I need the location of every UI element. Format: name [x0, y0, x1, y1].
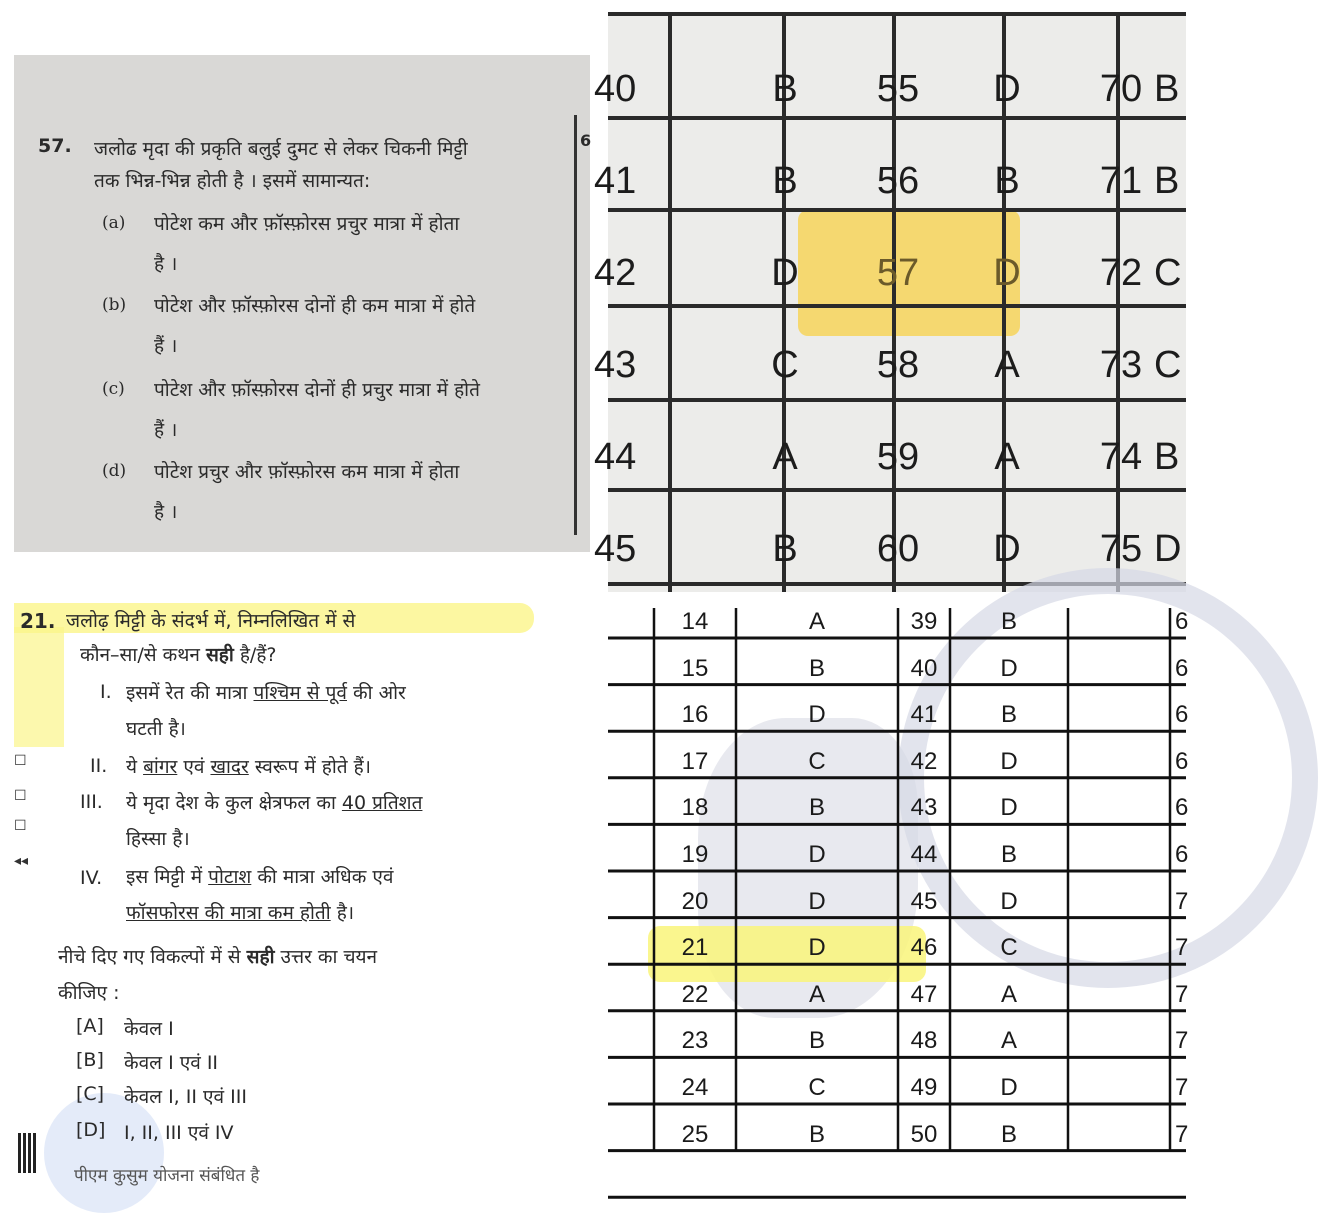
- answer-cell: C: [771, 344, 799, 386]
- question-number-cell: 20: [681, 887, 709, 915]
- option-a-label: (a): [102, 213, 126, 233]
- instruction-text-cont: कीजिए :: [58, 982, 120, 1004]
- question-number-cell: 6: [1175, 654, 1189, 682]
- answer-cell: C: [808, 1074, 826, 1101]
- question-number-cell: 58: [876, 344, 920, 386]
- option-c-label: (c): [102, 379, 125, 399]
- answer-cell: A: [994, 344, 1020, 386]
- answer-cell: D: [771, 252, 799, 294]
- answer-cell: A: [772, 436, 798, 478]
- answer-cell: D: [808, 934, 826, 962]
- answer-cell: A: [808, 980, 825, 1008]
- answer-cell: C: [1154, 252, 1182, 294]
- question-number-cell: 55: [876, 68, 920, 110]
- answer-cell: D: [993, 528, 1021, 570]
- answer-cell: D: [1000, 1074, 1018, 1101]
- question-text-line-2: तक भिन्न-भिन्न होती है । इसमें सामान्यत:: [94, 170, 371, 192]
- answer-cell: B: [994, 160, 1020, 202]
- edge-mark: 6: [580, 131, 592, 150]
- question-number-cell: 7: [1175, 1074, 1189, 1101]
- question-number: 57.: [38, 135, 72, 157]
- question-number-cell: 48: [910, 1027, 938, 1055]
- question-number-cell: 7: [1175, 980, 1189, 1008]
- question-number-cell: 17: [681, 747, 709, 775]
- question-number-cell: 41: [910, 701, 938, 729]
- question-number-cell: 40: [594, 68, 637, 110]
- question-number-cell: 45: [594, 528, 637, 570]
- question-number-cell: 22: [681, 980, 709, 1008]
- question-number-cell: 16: [681, 701, 709, 729]
- option-d-label: [D]: [76, 1119, 106, 1141]
- question-number-cell: 40: [910, 654, 938, 682]
- answer-cell: A: [1000, 980, 1017, 1008]
- question-number-cell: 7: [1175, 934, 1189, 962]
- question-number-cell: 74: [1099, 436, 1143, 478]
- answer-cell: B: [1000, 701, 1017, 729]
- question-number-cell: 71: [1099, 160, 1143, 202]
- question-text-line-1: जलोढ़ मिट्टी के संदर्भ में, निम्नलिखित में से: [66, 610, 356, 632]
- question-21-panel: [14, 603, 590, 1186]
- question-number-cell: 49: [910, 1074, 938, 1101]
- question-number-cell: 57: [876, 252, 920, 294]
- statement-3-text-cont: हिस्सा है।: [126, 828, 190, 850]
- margin-box-icon: ☐: [14, 818, 27, 834]
- option-b-label: (b): [102, 295, 127, 315]
- question-number-cell: 59: [876, 436, 920, 478]
- question-number-cell: 39: [910, 608, 938, 635]
- question-number-cell: 14: [681, 608, 709, 635]
- answer-cell: D: [993, 252, 1021, 294]
- statement-4-text: इस मिट्टी में पोटाश की मात्रा अधिक एवं: [126, 866, 394, 888]
- question-number-cell: 7: [1175, 887, 1189, 915]
- option-c-text-cont: हैं ।: [154, 419, 178, 441]
- statement-1-label: I.: [100, 681, 112, 703]
- question-number-cell: 6: [1175, 701, 1189, 729]
- option-b-text: पोटेश और फ़ॉस्फ़ोरस दोनों ही कम मात्रा में होते: [154, 295, 476, 317]
- answer-cell: B: [1154, 160, 1180, 202]
- question-number-cell: 60: [876, 528, 920, 570]
- margin-box-icon: ☐: [14, 788, 27, 804]
- answer-cell: B: [1154, 436, 1180, 478]
- answer-cell: C: [1000, 934, 1018, 962]
- question-number-cell: 46: [910, 934, 938, 962]
- question-number-cell: 18: [681, 794, 709, 822]
- answer-cell: B: [772, 160, 798, 202]
- question-57-panel: [14, 55, 590, 552]
- question-number-cell: 6: [1175, 747, 1189, 775]
- question-number-cell: 23: [681, 1027, 709, 1055]
- answer-cell: B: [1000, 1120, 1017, 1148]
- question-number-cell: 73: [1099, 344, 1143, 386]
- instruction-text: नीचे दिए गए विकल्पों में से सही उत्तर का चयन: [58, 946, 378, 968]
- question-number-cell: 43: [910, 794, 938, 822]
- question-number-cell: 24: [681, 1074, 709, 1101]
- question-number-cell: 47: [910, 980, 938, 1008]
- statement-1-text: इसमें रेत की मात्रा पश्चिम से पूर्व की ओर: [126, 682, 406, 704]
- option-a-text-cont: है ।: [154, 253, 178, 275]
- statement-4-text-cont: फॉसफोरस की मात्रा कम होती है।: [126, 902, 355, 924]
- question-number-cell: 56: [876, 160, 920, 202]
- answer-cell: B: [1000, 608, 1017, 635]
- statement-2-label: II.: [90, 755, 108, 777]
- question-number-cell: 6: [1175, 841, 1189, 868]
- option-a-label: [A]: [76, 1015, 104, 1037]
- question-number-cell: 41: [594, 160, 637, 202]
- option-a-text: पोटेश कम और फ़ॉस्फ़ोरस प्रचुर मात्रा में होता: [154, 213, 460, 235]
- answer-key-2-grid: [608, 608, 1186, 1152]
- statement-4-label: IV.: [80, 867, 103, 889]
- question-number-cell: 15: [681, 654, 709, 682]
- option-b-text: केवल I एवं II: [124, 1052, 219, 1074]
- column-divider: [574, 115, 577, 535]
- answer-cell: B: [772, 68, 798, 110]
- answer-cell: D: [808, 887, 826, 915]
- question-text-line-1: जलोढ मृदा की प्रकृति बलुई दुमट से लेकर चिकनी मिट्टी: [94, 138, 468, 160]
- question-number-cell: 44: [594, 436, 637, 478]
- question-number-cell: 50: [910, 1120, 938, 1148]
- question-number-cell: 45: [910, 887, 938, 915]
- option-d-text: I, II, III एवं IV: [124, 1122, 234, 1144]
- answer-cell: D: [1154, 528, 1182, 570]
- answer-cell: C: [808, 747, 826, 775]
- answer-cell: B: [808, 794, 825, 822]
- answer-cell: B: [808, 1027, 825, 1055]
- question-number-cell: 70: [1099, 68, 1143, 110]
- question-number-cell: 6: [1175, 794, 1189, 822]
- answer-cell: D: [1000, 887, 1018, 915]
- question-number-cell: 42: [910, 747, 938, 775]
- option-c-label: [C]: [76, 1083, 105, 1105]
- answer-cell: A: [994, 436, 1020, 478]
- qr-code-icon: [18, 1133, 38, 1173]
- margin-box-icon: ☐: [14, 753, 27, 769]
- answer-cell: C: [1154, 344, 1182, 386]
- option-c-text: केवल I, II एवं III: [124, 1086, 247, 1108]
- answer-key-table-1: [594, 14, 1186, 592]
- answer-cell: B: [808, 1120, 825, 1148]
- answer-cell: A: [1000, 1027, 1017, 1055]
- answer-cell: B: [772, 528, 798, 570]
- question-number-cell: 43: [594, 344, 637, 386]
- answer-key-table-2: [608, 608, 1189, 1152]
- option-b-text-cont: हैं ।: [154, 335, 178, 357]
- statement-2-text: ये बांगर एवं खादर स्वरूप में होते हैं।: [126, 756, 371, 778]
- answer-cell: D: [1000, 747, 1018, 775]
- question-number-cell: 7: [1175, 1027, 1189, 1055]
- question-number-cell: 6: [1175, 608, 1189, 635]
- question-number-cell: 19: [681, 841, 709, 868]
- answer-cell: A: [808, 608, 825, 635]
- statement-3-label: III.: [80, 791, 103, 813]
- question-text-line-2: कौन–सा/से कथन सही है/हैं?: [80, 644, 277, 666]
- option-b-label: [B]: [76, 1049, 104, 1071]
- answer-cell: D: [808, 701, 826, 729]
- question-number-cell: 21: [681, 934, 709, 962]
- question-number-cell: 7: [1175, 1120, 1189, 1148]
- option-d-text-cont: है ।: [154, 501, 178, 523]
- highlight-margin: [14, 627, 64, 747]
- question-number-cell: 75: [1099, 528, 1143, 570]
- answer-cell: B: [808, 654, 825, 682]
- question-number: 21.: [20, 609, 56, 633]
- answer-cell: B: [1000, 841, 1017, 868]
- answer-cell: B: [1154, 68, 1180, 110]
- statement-1-text-cont: घटती है।: [126, 718, 186, 740]
- answer-cell: D: [808, 841, 826, 868]
- margin-arrows-icon: ◂◂: [14, 853, 29, 869]
- question-number-cell: 44: [910, 841, 938, 868]
- question-number-cell: 25: [681, 1120, 709, 1148]
- option-a-text: केवल I: [124, 1018, 174, 1040]
- answer-cell: D: [1000, 794, 1018, 822]
- statement-3-text: ये मृदा देश के कुल क्षेत्रफल का 40 प्रतिशत: [126, 792, 423, 814]
- watermark-circle: [44, 1093, 164, 1213]
- question-number-cell: 42: [594, 252, 637, 294]
- question-number-cell: 72: [1099, 252, 1143, 294]
- option-c-text: पोटेश और फ़ॉस्फ़ोरस दोनों ही प्रचुर मात्रा में होते: [154, 379, 480, 401]
- answer-cell: D: [1000, 654, 1018, 682]
- option-d-label: (d): [102, 461, 127, 481]
- next-question-fragment: पीएम कुसुम योजना संबंधित है: [74, 1166, 260, 1186]
- answer-cell: D: [993, 68, 1021, 110]
- option-d-text: पोटेश प्रचुर और फ़ॉस्फ़ोरस कम मात्रा में होता: [154, 461, 460, 483]
